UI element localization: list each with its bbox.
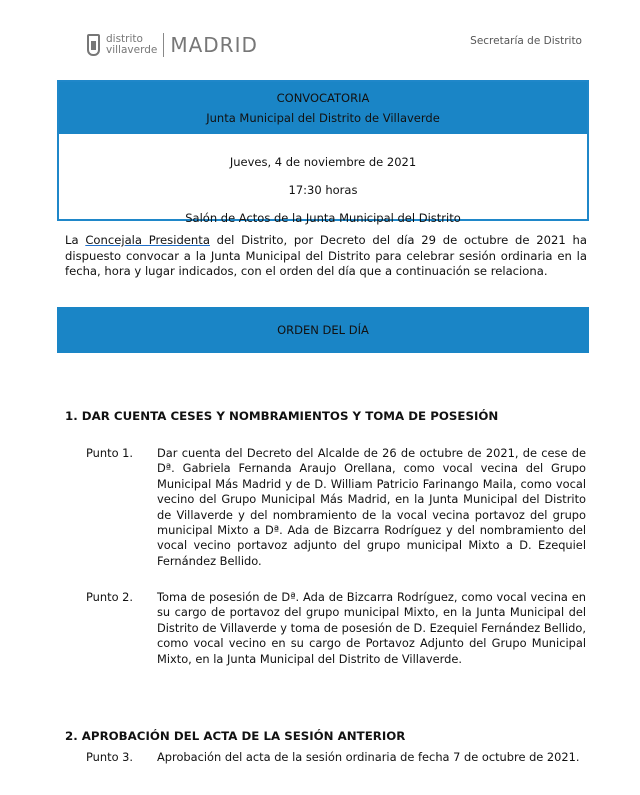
punto-label: Punto 1.: [86, 446, 134, 460]
meeting-details: [59, 134, 587, 232]
intro-after: del Distrito, por Decreto del día 29 de octubre de 2021 ha dispuesto convocar a la Junta Municipal del Distrito para celebrar sesión ordinaria en la fecha, hora y lugar indicados, con el orden del día que a continuación se relaciona.: [65, 233, 587, 278]
punto-item: [86, 590, 586, 667]
convocatoria-subtitle: Junta Municipal del Distrito de Villaverde: [206, 111, 440, 125]
madrid-shield-icon: [87, 34, 100, 56]
logo-city: MADRID: [170, 33, 258, 57]
meeting-place: Salón de Actos de la Junta Municipal del Distrito: [185, 211, 461, 225]
convocatoria-band: [59, 82, 587, 134]
punto-item: [86, 750, 586, 765]
header-secretaria: Secretaría de Distrito: [470, 35, 582, 47]
punto-label: Punto 3.: [86, 750, 134, 764]
logo-divider: [163, 33, 164, 57]
logo-line1: distrito: [106, 33, 143, 45]
convocatoria-box: [57, 80, 589, 225]
punto-item: [86, 446, 586, 569]
punto-text: Toma de posesión de Dª. Ada de Bizcarra Rodríguez, como vocal vecina en su cargo de portavoz del grupo municipal Mixto, en la Junta Municipal del Distrito de Villaverde y toma de posesión de D. Ezequiel Fernández Bellido, como vocal vecino en su cargo de Portavoz Adjunto del Grupo Municipal Mixto, en la Junta Municipal del Distrito de Villaverde.: [157, 590, 586, 666]
punto-text: Dar cuenta del Decreto del Alcalde de 26 de octubre de 2021, de cese de Dª. Gabriela Fernanda Araujo Orellana, como vocal vecina del Grupo Municipal Más Madrid y de D. William Patricio Farinango Maila, como vocal vecino del Grupo Municipal Más Madrid, en la Junta Municipal del Distrito de Villaverde y del nombramiento de la vocal vecina portavoz del grupo municipal Mixto a Dª. Ada de Bizcarra Rodríguez y del nombramiento del vocal vecino portavoz adjunto del grupo municipal Mixto a D. Ezequiel Fernández Bellido.: [157, 446, 586, 568]
orden-del-dia-title: ORDEN DEL DÍA: [277, 323, 369, 337]
meeting-time: 17:30 horas: [288, 183, 358, 197]
logo-district-text: [106, 34, 157, 56]
logo-line2: villaverde: [106, 44, 158, 56]
section-title-1: 1. DAR CUENTA CESES Y NOMBRAMIENTOS Y TOMA DE POSESIÓN: [65, 409, 499, 423]
punto-label: Punto 2.: [86, 590, 134, 604]
section-title-2: 2. APROBACIÓN DEL ACTA DE LA SESIÓN ANTERIOR: [65, 729, 406, 743]
logo: [87, 32, 258, 58]
intro-link: Concejala Presidenta: [85, 233, 210, 247]
intro-paragraph: [65, 233, 587, 280]
punto-text: Aprobación del acta de la sesión ordinaria de fecha 7 de octubre de 2021.: [157, 750, 580, 764]
intro-before: La: [65, 233, 86, 247]
meeting-date: Jueves, 4 de noviembre de 2021: [229, 155, 417, 169]
orden-del-dia-band: [57, 307, 589, 353]
convocatoria-title: CONVOCATORIA: [276, 91, 370, 105]
